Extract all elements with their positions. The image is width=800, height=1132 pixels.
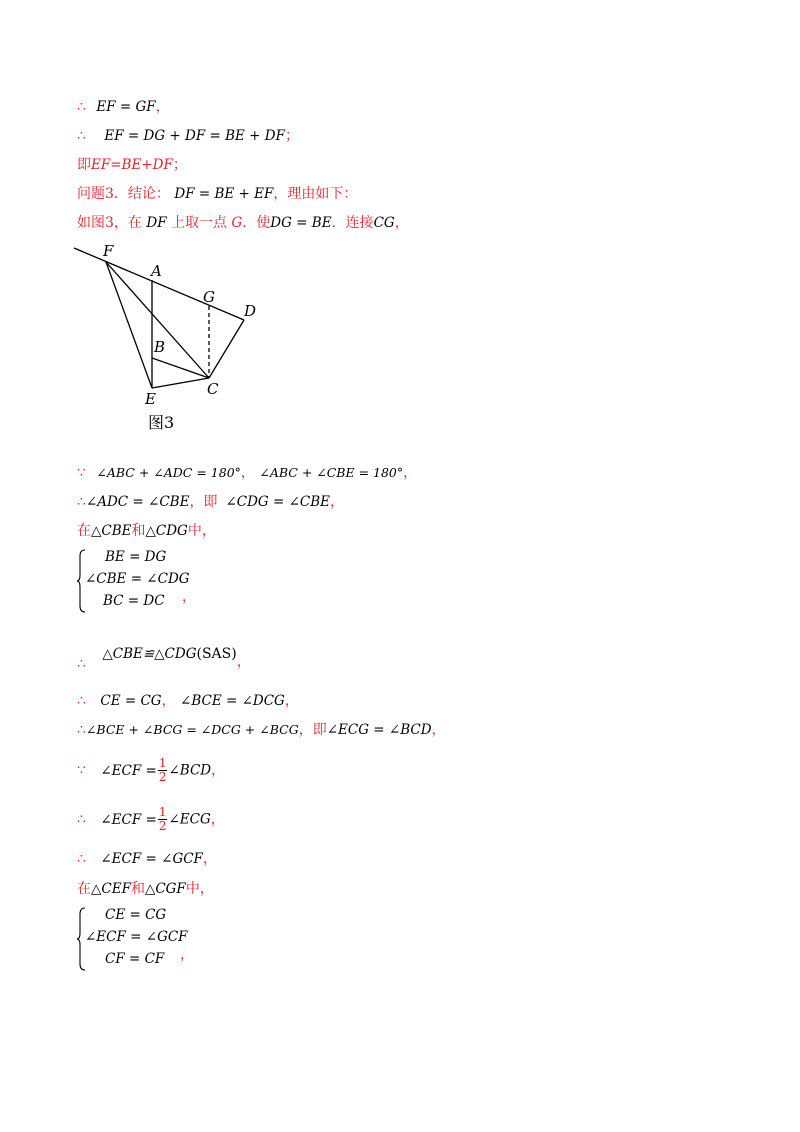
punctuation: ，	[155, 99, 170, 115]
equation: DG = BE	[270, 215, 332, 231]
therefore-symbol: ∴	[77, 494, 86, 510]
denominator: 2	[158, 819, 167, 833]
text: ．连接	[331, 215, 374, 231]
segment-df: DF	[146, 215, 167, 231]
label-d: D	[244, 302, 257, 320]
punctuation: ，	[210, 811, 225, 828]
equation-system-2	[77, 906, 217, 972]
line-ef-expansion	[77, 126, 299, 146]
equation: ∠ADC = ∠CBE	[85, 494, 190, 510]
equation-lhs: ∠ECF =	[100, 811, 157, 828]
label-a: A	[151, 262, 162, 280]
prefix-text: 在	[77, 523, 91, 539]
text: ．使	[242, 215, 271, 231]
therefore-symbol: ∴	[77, 99, 86, 115]
point-g: G	[231, 215, 243, 231]
segment-ec	[152, 378, 209, 388]
therefore-symbol: ∴	[77, 128, 86, 144]
line-because-half	[77, 757, 225, 784]
punctuation: ，	[182, 589, 196, 605]
label-f: F	[103, 242, 114, 260]
label-e: E	[145, 390, 156, 408]
punctuation: ，	[161, 693, 176, 709]
prefix-text: 问题3．结论：	[77, 186, 170, 202]
figure-3	[70, 236, 270, 436]
triangle-cgf: △CGF	[144, 881, 186, 897]
text: 和	[131, 523, 146, 539]
punctuation: ，	[394, 215, 409, 231]
punctuation: ，	[330, 494, 345, 510]
prefix-text: 即	[77, 157, 91, 173]
line-angle-sum	[77, 720, 446, 740]
prefix-text: 在	[77, 881, 91, 897]
because-symbol: ∵	[77, 762, 86, 779]
system-row: BC = DC	[103, 593, 165, 609]
equation: ∠ABC + ∠ADC = 180°	[96, 465, 241, 480]
equation: ∠ABC + ∠CBE = 180°	[259, 465, 404, 480]
text: ，即	[298, 722, 327, 738]
punctuation: ，	[284, 693, 299, 709]
label-g: G	[203, 288, 215, 306]
line-ecf-eq-gcf	[77, 849, 217, 869]
equation: EF = GF	[96, 99, 156, 115]
punctuation: ，	[403, 465, 418, 481]
line-construction	[77, 213, 409, 233]
equation: ∠CDG = ∠CBE	[225, 494, 331, 510]
equation-rhs: ∠BCD	[168, 762, 212, 779]
equation: ∠ECG = ∠BCD	[326, 722, 432, 738]
triangle-cdg: △CDG	[145, 523, 188, 539]
numerator: 1	[158, 756, 167, 770]
therefore-symbol: ∴	[77, 693, 86, 709]
suffix-text: ，理由如下：	[273, 186, 358, 202]
therefore-symbol: ∴	[77, 851, 86, 867]
line-because-angles	[77, 463, 417, 483]
congruence-criterion: (SAS)	[196, 646, 237, 662]
punctuation: ；	[284, 128, 299, 144]
congruence-statement: △CBE≌△CDG	[102, 646, 197, 662]
punctuation: ，	[240, 465, 255, 481]
therefore-symbol: ∴	[77, 811, 86, 828]
numerator: 1	[158, 805, 167, 819]
equation-system-1	[77, 548, 217, 614]
punctuation: ，	[180, 947, 194, 963]
system-row: ∠CBE = ∠CDG	[85, 571, 190, 587]
segment-fe	[106, 262, 152, 388]
fraction-one-half	[158, 757, 168, 784]
equation: ∠BCE = ∠DCG	[180, 693, 285, 709]
line-triangles-intro-1	[77, 521, 216, 541]
segment-cg: CG	[373, 215, 395, 231]
triangle-cef: △CEF	[91, 881, 131, 897]
punctuation: ，	[202, 851, 217, 867]
text: ，即	[189, 494, 218, 510]
line-conclusion-1	[77, 155, 187, 175]
equation: ∠ECF = ∠GCF	[100, 851, 203, 867]
denominator: 2	[158, 770, 167, 784]
line-congruence	[77, 644, 251, 672]
system-row: BE = DG	[105, 549, 167, 565]
line-fd	[74, 248, 244, 320]
segment-dc	[209, 320, 244, 378]
line-ef-eq-gf	[77, 97, 170, 117]
equation-lhs: ∠ECF =	[100, 762, 157, 779]
system-row: CF = CF	[105, 951, 165, 967]
figure-caption: 图3	[148, 413, 175, 432]
equation: EF=BE+DF	[91, 157, 173, 173]
because-symbol: ∵	[77, 465, 86, 481]
therefore-symbol: ∴	[77, 722, 86, 738]
line-angle-equal	[77, 492, 344, 512]
punctuation: ，	[236, 654, 251, 670]
geometry-diagram	[70, 236, 270, 436]
system-row: CE = CG	[105, 907, 167, 923]
prefix-text: 如图3，在	[77, 215, 142, 231]
suffix-text: 中，	[185, 881, 214, 897]
equation: EF = DG + DF = BE + DF	[104, 128, 285, 144]
line-therefore-half	[77, 806, 225, 833]
punctuation: ，	[211, 762, 226, 779]
text: 上取一点	[171, 215, 228, 231]
therefore-symbol: ∴	[77, 656, 86, 672]
fraction-one-half	[158, 806, 168, 833]
label-c: C	[207, 380, 219, 398]
line-problem-3	[77, 184, 357, 204]
line-ce-eq-cg	[77, 691, 299, 711]
suffix-text: 中，	[187, 523, 216, 539]
punctuation: ；	[172, 157, 187, 173]
triangle-cbe: △CBE	[91, 523, 132, 539]
text: 和	[130, 881, 145, 897]
punctuation: ，	[431, 722, 446, 738]
label-b: B	[154, 338, 166, 356]
equation: DF = BE + EF	[174, 186, 274, 202]
equation: ∠BCE + ∠BCG = ∠DCG + ∠BCG	[85, 722, 299, 737]
system-row: ∠ECF = ∠GCF	[85, 929, 188, 945]
equation-rhs: ∠ECG	[168, 811, 211, 828]
line-triangles-intro-2	[77, 879, 214, 899]
equation: CE = CG	[100, 693, 162, 709]
